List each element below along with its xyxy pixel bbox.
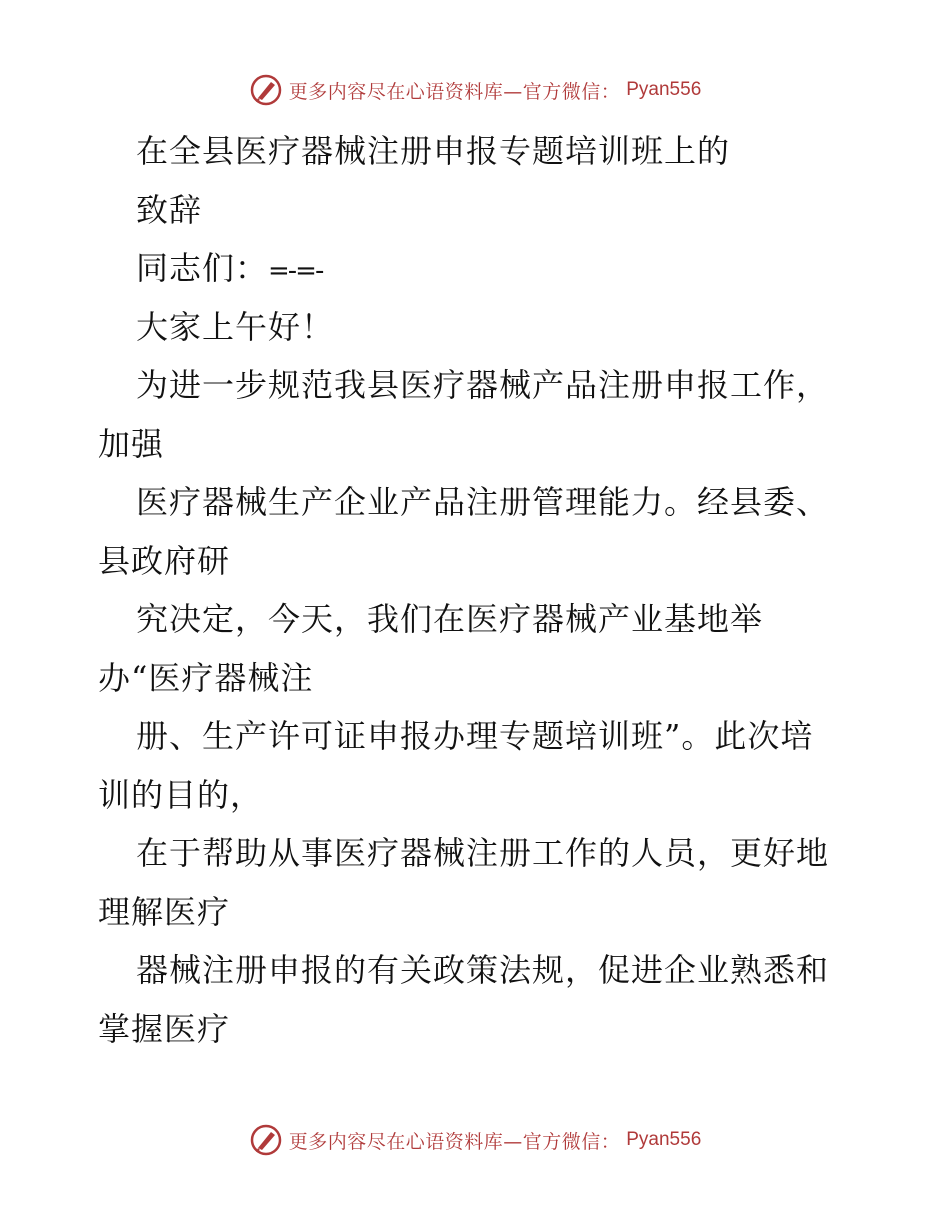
document-title-line-2: 致辞 bbox=[136, 190, 203, 229]
body-line: 册、生产许可证申报办理专题培训班”。此次培 bbox=[136, 717, 814, 755]
body-line: 器械注册申报的有关政策法规，促进企业熟悉和 bbox=[136, 951, 830, 989]
watermark-wechat-id: Pyan556 bbox=[626, 1129, 702, 1150]
body-line: 办“医疗器械注 bbox=[98, 658, 314, 697]
greeting: 大家上午好！ bbox=[136, 307, 335, 346]
body-line: 为进一步规范我县医疗器械产品注册申报工作， bbox=[136, 366, 830, 404]
pen-logo-icon bbox=[249, 1123, 283, 1157]
body-line: 加强 bbox=[98, 424, 165, 463]
watermark-wechat-id: Pyan556 bbox=[626, 79, 702, 100]
body-paragraph bbox=[98, 356, 898, 1058]
salutation-line bbox=[98, 239, 898, 298]
salutation-mark: =-=- bbox=[268, 256, 323, 286]
document-title-line-1: 在全县医疗器械注册申报专题培训班上的 bbox=[136, 132, 731, 170]
salutation: 同志们： bbox=[136, 249, 269, 287]
body-line: 训的目的， bbox=[98, 775, 264, 814]
body-line: 理解医疗 bbox=[98, 892, 231, 931]
body-line: 掌握医疗 bbox=[98, 1009, 231, 1048]
body-line: 究决定，今天，我们在医疗器械产业基地举 bbox=[136, 600, 764, 638]
footer-watermark bbox=[0, 1120, 950, 1160]
watermark-text: 更多内容尽在心语资料库—官方微信： bbox=[288, 80, 621, 103]
body-line: 县政府研 bbox=[98, 541, 231, 580]
body-line: 医疗器械生产企业产品注册管理能力。经县委、 bbox=[136, 483, 830, 521]
pen-logo-icon bbox=[249, 73, 283, 107]
watermark-text: 更多内容尽在心语资料库—官方微信： bbox=[288, 1130, 621, 1153]
document-body bbox=[98, 122, 898, 1058]
body-line: 在于帮助从事医疗器械注册工作的人员，更好地 bbox=[136, 834, 830, 872]
header-watermark bbox=[0, 70, 950, 110]
